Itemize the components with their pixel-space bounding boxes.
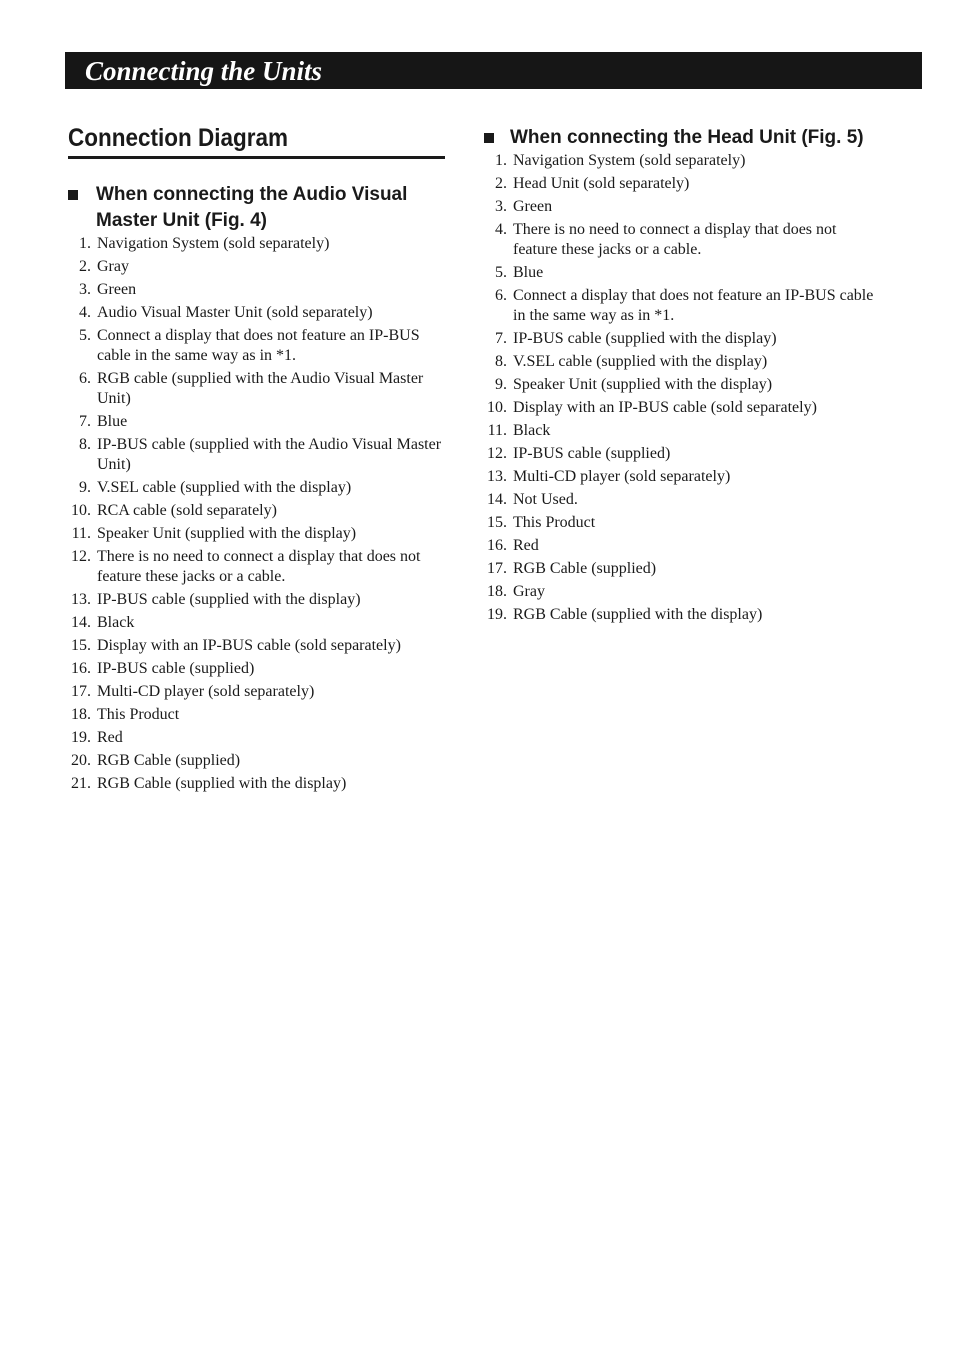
item-number: 8.: [79, 436, 91, 453]
item-text: Display with an IP-BUS cable (sold separately): [513, 399, 817, 416]
list-item: [62, 613, 442, 633]
item-text: Red: [97, 729, 123, 746]
list-item: [479, 605, 879, 625]
item-number: 4.: [495, 221, 507, 238]
list-item: [479, 536, 879, 556]
item-number: 1.: [495, 152, 507, 169]
item-text: Black: [97, 614, 135, 631]
item-number: 10.: [71, 502, 91, 519]
item-text: Multi-CD player (sold separately): [97, 683, 315, 700]
list-item: [62, 751, 442, 771]
list-item: [479, 263, 879, 283]
item-number: 13.: [71, 591, 91, 608]
list-item: [62, 705, 442, 725]
list-item: [479, 197, 879, 217]
list-item: [479, 352, 879, 372]
list-item: [62, 435, 442, 475]
list-item: [479, 398, 879, 418]
list-item: [479, 559, 879, 579]
item-text: IP-BUS cable (supplied with the display): [97, 591, 361, 608]
list-item: [62, 369, 442, 409]
item-text: Blue: [97, 413, 128, 430]
page-banner: [65, 52, 922, 89]
item-text: Blue: [513, 264, 544, 281]
item-text: Navigation System (sold separately): [513, 152, 746, 169]
list-item: [62, 636, 442, 656]
item-text: Gray: [513, 583, 545, 600]
list-item: [62, 728, 442, 748]
square-bullet-icon: [68, 190, 78, 200]
fig5-item-list: [479, 151, 879, 625]
square-bullet-icon: [484, 133, 494, 143]
item-text: RGB Cable (supplied with the display): [97, 775, 347, 792]
item-text: RGB Cable (supplied): [513, 560, 657, 577]
list-item: [479, 467, 879, 487]
item-text: IP-BUS cable (supplied with the Audio Visual Master Unit): [97, 436, 442, 473]
item-text: RGB Cable (supplied): [97, 752, 241, 769]
item-number: 21.: [71, 775, 91, 792]
item-text: Audio Visual Master Unit (sold separately): [97, 304, 373, 321]
item-text: Green: [97, 281, 137, 298]
item-number: 18.: [487, 583, 507, 600]
list-item: [62, 303, 442, 323]
list-item: [479, 490, 879, 510]
item-text: Display with an IP-BUS cable (sold separately): [97, 637, 401, 654]
item-number: 15.: [71, 637, 91, 654]
item-number: 11.: [487, 422, 507, 439]
list-item: [479, 286, 879, 326]
item-number: 9.: [495, 376, 507, 393]
item-number: 12.: [487, 445, 507, 462]
list-item: [479, 220, 879, 260]
list-item: [479, 329, 879, 349]
item-number: 13.: [487, 468, 507, 485]
list-item: [479, 421, 879, 441]
list-item: [62, 682, 442, 702]
item-number: 12.: [71, 548, 91, 565]
item-text: Multi-CD player (sold separately): [513, 468, 731, 485]
item-text: IP-BUS cable (supplied): [513, 445, 671, 462]
list-item: [62, 257, 442, 277]
fig4-column: [62, 182, 442, 797]
item-text: RCA cable (sold separately): [97, 502, 277, 519]
item-number: 7.: [79, 413, 91, 430]
item-text: This Product: [97, 706, 180, 723]
list-item: [62, 478, 442, 498]
list-item: [62, 524, 442, 544]
item-number: 11.: [71, 525, 91, 542]
item-number: 14.: [487, 491, 507, 508]
item-number: 1.: [79, 235, 91, 252]
item-text: RGB Cable (supplied with the display): [513, 606, 763, 623]
fig4-heading: [62, 182, 442, 234]
item-number: 5.: [495, 264, 507, 281]
list-item: [62, 326, 442, 366]
item-number: 17.: [71, 683, 91, 700]
item-text: Speaker Unit (supplied with the display): [513, 376, 773, 393]
item-text: Red: [513, 537, 539, 554]
item-text: IP-BUS cable (supplied with the display): [513, 330, 777, 347]
list-item: [62, 590, 442, 610]
list-item: [62, 280, 442, 300]
item-number: 16.: [71, 660, 91, 677]
item-number: 10.: [487, 399, 507, 416]
list-item: [479, 375, 879, 395]
item-number: 18.: [71, 706, 91, 723]
item-text: There is no need to connect a display that does not feature these jacks or a cable.: [513, 221, 837, 258]
item-text: Black: [513, 422, 551, 439]
list-item: [479, 582, 879, 602]
item-number: 4.: [79, 304, 91, 321]
item-text: Green: [513, 198, 553, 215]
item-number: 17.: [487, 560, 507, 577]
item-text: Connect a display that does not feature an IP-BUS cable in the same way as in *1.: [97, 327, 420, 364]
item-text: V.SEL cable (supplied with the display): [513, 353, 768, 370]
item-number: 15.: [487, 514, 507, 531]
item-number: 14.: [71, 614, 91, 631]
list-item: [62, 234, 442, 254]
item-number: 19.: [487, 606, 507, 623]
list-item: [62, 774, 442, 794]
list-item: [62, 547, 442, 587]
list-item: [479, 151, 879, 171]
section-divider: [68, 156, 445, 159]
item-text: There is no need to connect a display that does not feature these jacks or a cable.: [97, 548, 421, 585]
item-text: Navigation System (sold separately): [97, 235, 330, 252]
item-text: Not Used.: [513, 491, 578, 508]
item-number: 3.: [495, 198, 507, 215]
fig4-item-list: [62, 234, 442, 794]
list-item: [62, 501, 442, 521]
fig5-column: [479, 125, 879, 628]
item-number: 9.: [79, 479, 91, 496]
fig4-heading-text: When connecting the Audio Visual Master Unit (Fig. 4): [96, 184, 408, 231]
list-item: [62, 412, 442, 432]
item-number: 8.: [495, 353, 507, 370]
list-item: [62, 659, 442, 679]
list-item: [479, 444, 879, 464]
item-number: 6.: [79, 370, 91, 387]
item-number: 2.: [495, 175, 507, 192]
item-number: 5.: [79, 327, 91, 344]
banner-title: Connecting the Units: [85, 56, 323, 86]
item-number: 6.: [495, 287, 507, 304]
item-text: V.SEL cable (supplied with the display): [97, 479, 352, 496]
item-text: Speaker Unit (supplied with the display): [97, 525, 357, 542]
item-number: 19.: [71, 729, 91, 746]
item-text: Connect a display that does not feature an IP-BUS cable in the same way as in *1.: [513, 287, 874, 324]
item-number: 7.: [495, 330, 507, 347]
item-text: IP-BUS cable (supplied): [97, 660, 255, 677]
item-text: Gray: [97, 258, 129, 275]
list-item: [479, 513, 879, 533]
fig5-heading-text: When connecting the Head Unit (Fig. 5): [510, 127, 864, 148]
section-title: Connection Diagram: [68, 124, 289, 152]
item-number: 2.: [79, 258, 91, 275]
fig5-heading: [479, 125, 879, 151]
item-text: RGB cable (supplied with the Audio Visual Master Unit): [97, 370, 424, 407]
item-number: 20.: [71, 752, 91, 769]
list-item: [479, 174, 879, 194]
item-text: This Product: [513, 514, 596, 531]
item-number: 3.: [79, 281, 91, 298]
item-text: Head Unit (sold separately): [513, 175, 690, 192]
item-number: 16.: [487, 537, 507, 554]
